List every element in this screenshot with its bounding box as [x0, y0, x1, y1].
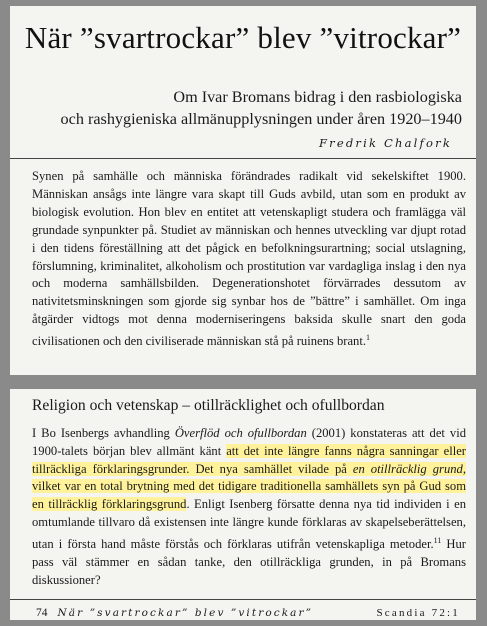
footnote-marker: 11	[433, 535, 442, 545]
page-footer	[20, 607, 466, 619]
running-head: När ”svartrockar” blev ”vitrockar”	[57, 607, 314, 619]
text-run: I Bo Isenbergs avhandling	[32, 426, 175, 440]
highlight-italic: en otillräcklig grund	[352, 461, 463, 476]
article-subtitle	[42, 86, 462, 130]
journal-issue: Scandia 72:1	[376, 607, 460, 619]
author-name: Fredrik Chalfork	[318, 136, 452, 150]
intro-paragraph	[32, 168, 466, 351]
subtitle-line-2: och rashygieniska allmänupplysningen under åren 1920–1940	[60, 110, 462, 128]
highlight-text: att det inte längre fanns några sanningar eller tillräckliga förklaringsgrunder. Det nya samhället vilade på	[32, 443, 466, 476]
header-divider	[10, 158, 476, 159]
section-paragraph	[32, 425, 466, 589]
footer-divider	[10, 599, 476, 600]
subtitle-line-1: Om Ivar Bromans bidrag i den rasbiologiska	[173, 88, 462, 106]
article-header-panel	[10, 6, 476, 375]
text-run: Hur pass väl stämmer en sådan tanke, den otillräckliga grunden, in på Bromans diskussioner?	[32, 536, 467, 587]
section-heading: Religion och vetenskap – otillräcklighet och ofullbordan	[32, 397, 385, 414]
text-run: . Enligt Isenberg försatte denna nya tid individen i en omtumlande tillvaro då existensen inte längre kunde förklaras av skapelseberättelsen, utan i första hand måste förstås och förklaras utifrån vetenskapliga metoder.	[32, 497, 466, 551]
text-run: (2001) konstateras att det vid 1900-talets början blev allmänt känt	[32, 426, 466, 458]
footnote-marker: 1	[366, 333, 370, 343]
intro-text: Synen på samhälle och människa förändrades radikalt vid sekelskiftet 1900. Människan ansågs inte längre vara skapt till Guds avbild, utan som en produkt av biologisk evolution. Hon blev en entitet att vetenskapligt studera och framlägga väl grundade synpunkter på. Studiet av människan och hennes utveckling var djupt rotad i den tidens föreställning att det pågick en befolkningsurartning; social utslagning, förslumning, kriminalitet, alkoholism och prostitution var vardagliga inslag i den nya och moderna samhällsbilden. Degenerationshotet förvärrades dessutom av nativitetsminskningen som gjorde sig synbar hos de ”bättre” i samhället. Om inga åtgärder vidtogs mot denna moderniseringens baksida skulle snart den goda civilisationen och den civiliserade människan stå på ruinens brant.	[32, 169, 466, 349]
page-number: 74	[36, 607, 48, 619]
highlight-text: , vilket var en total brytning med det tidigare traditionella samhällets syn på Gud som en tillräcklig förklaringsgrund	[32, 461, 466, 512]
article-title: När ”svartrockar” blev ”vitrockar”	[24, 20, 462, 55]
section-panel	[10, 389, 476, 620]
book-title: Överflöd och ofullbordan	[174, 426, 307, 440]
